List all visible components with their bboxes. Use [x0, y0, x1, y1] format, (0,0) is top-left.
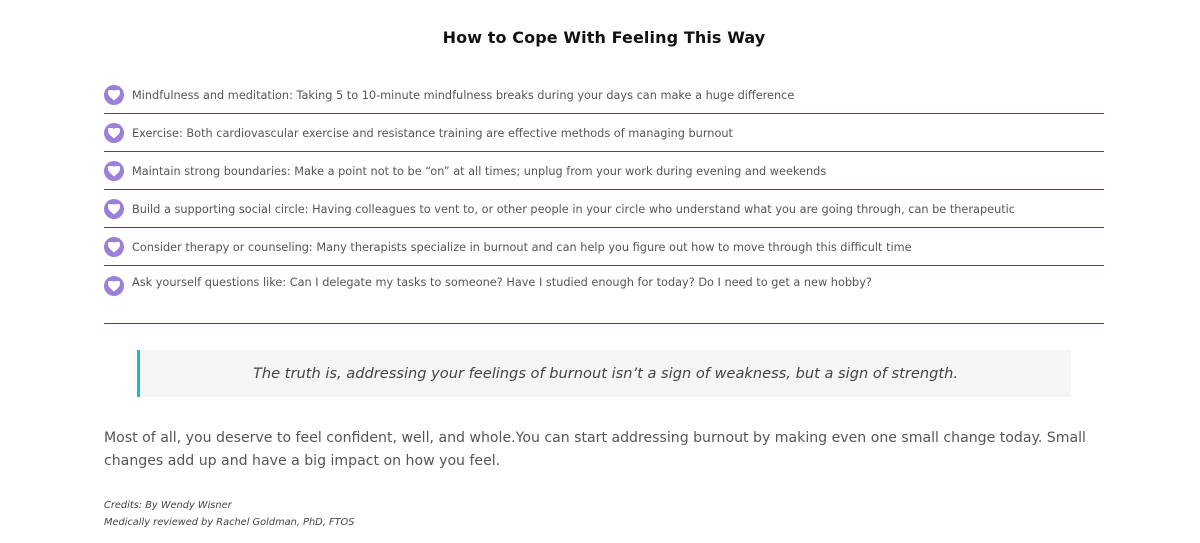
tip-text: Mindfulness and meditation: Taking 5 to 10-minute mindfulness breaks during your days can make a huge difference [132, 88, 795, 102]
list-item [104, 228, 1104, 266]
pull-quote [137, 350, 1071, 397]
list-item [104, 190, 1104, 228]
heart-icon [104, 161, 124, 181]
tip-text: Exercise: Both cardiovascular exercise and resistance training are effective methods of managing burnout [132, 126, 733, 140]
tip-text: Ask yourself questions like: Can I delegate my tasks to someone? Have I studied enough for today? Do I need to get a new hobby? [132, 276, 872, 289]
credits [104, 497, 355, 531]
credits-reviewer: Medically reviewed by Rachel Goldman, PhD, FTOS [104, 517, 355, 528]
section-heading: How to Cope With Feeling This Way [442, 28, 766, 47]
credits-author: Credits: By Wendy Wisner [104, 500, 232, 511]
heart-icon [104, 199, 124, 219]
tips-list [104, 76, 1104, 324]
list-item [104, 266, 1104, 324]
list-item [104, 152, 1104, 190]
heart-icon [104, 276, 124, 296]
pull-quote-text: The truth is, addressing your feelings of burnout isn’t a sign of weakness, but a sign of strength. [252, 365, 958, 382]
tip-text: Maintain strong boundaries: Make a point not to be “on” at all times; unplug from your work during evening and weekends [132, 164, 827, 178]
body-paragraph: Most of all, you deserve to feel confident, well, and whole.You can start addressing burnout by making even one small change today. Small changes add up and have a big impact on how you feel. [104, 430, 1086, 469]
tip-text: Build a supporting social circle: Having colleagues to vent to, or other people in your circle who understand what you are going through, can be therapeutic [132, 202, 1016, 216]
list-item [104, 76, 1104, 114]
heart-icon [104, 237, 124, 257]
tip-text: Consider therapy or counseling: Many therapists specialize in burnout and can help you figure out how to move through this difficult time [132, 240, 912, 254]
heart-icon [104, 123, 124, 143]
list-item [104, 114, 1104, 152]
heart-icon [104, 85, 124, 105]
